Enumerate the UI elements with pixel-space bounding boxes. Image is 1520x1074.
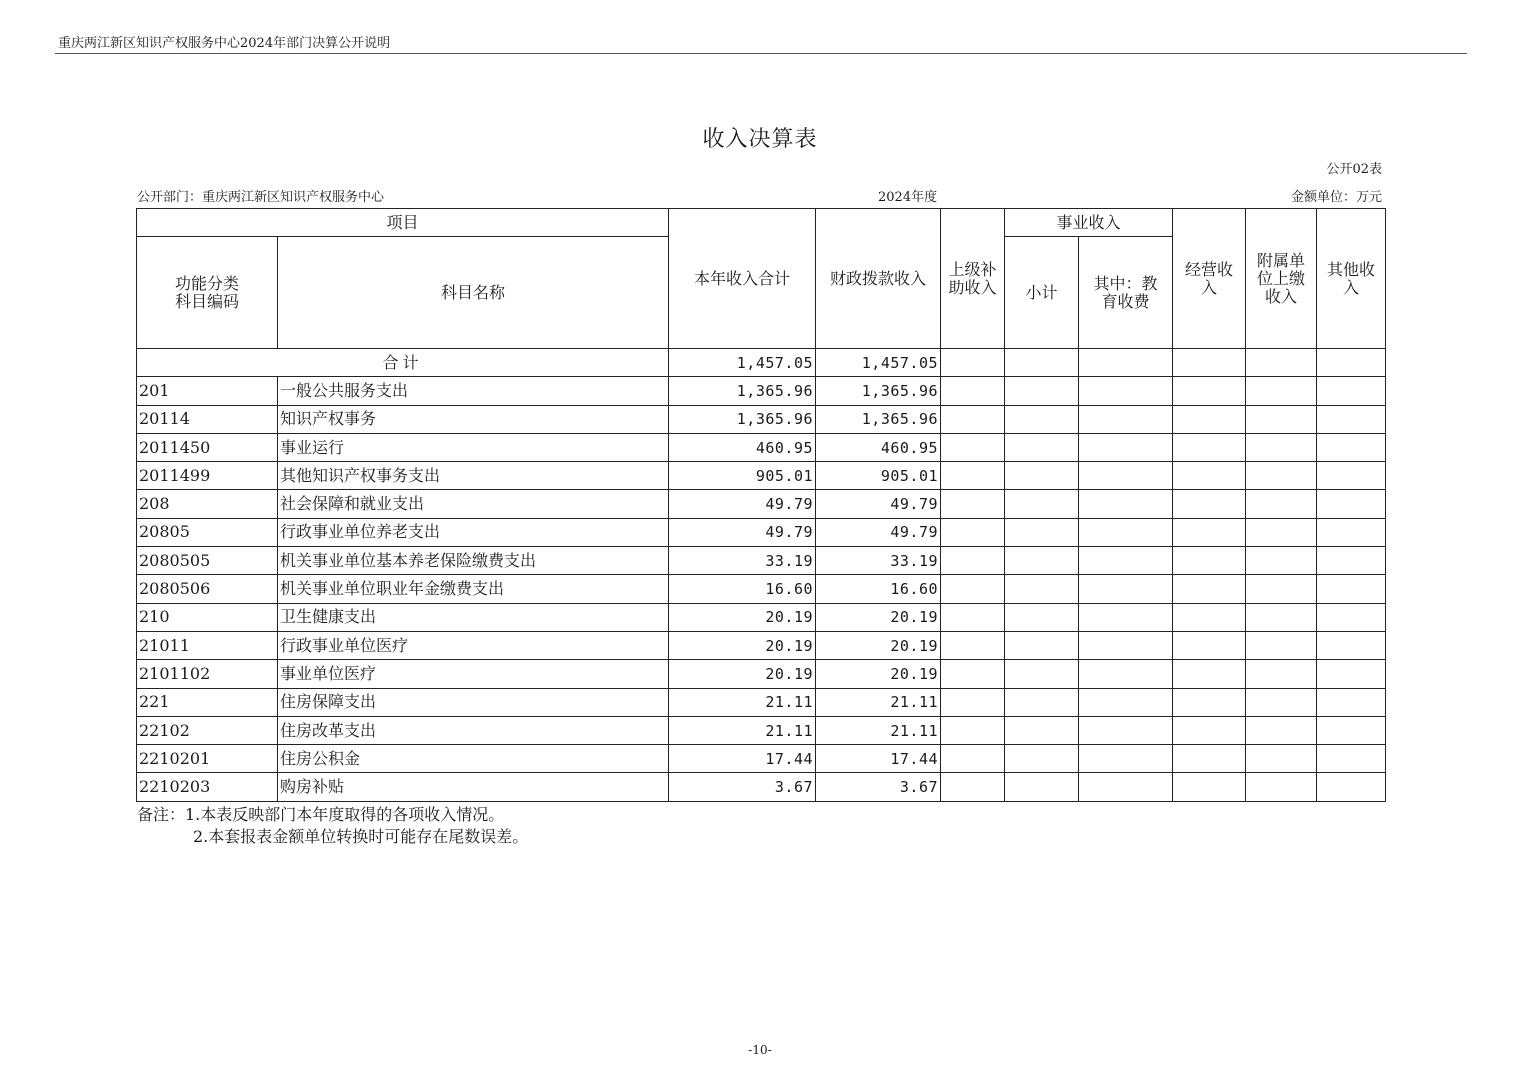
subject-name-cell: 住房改革支出 [278, 716, 669, 744]
empty-cell [1005, 405, 1079, 433]
header-other-income: 其他收 入 [1317, 209, 1386, 349]
subject-name-cell: 一般公共服务支出 [278, 377, 669, 405]
empty-cell [1246, 575, 1317, 603]
total-income-cell: 905.01 [669, 462, 816, 490]
fiscal-income-cell: 905.01 [816, 462, 941, 490]
empty-cell [1173, 575, 1246, 603]
func-code-cell: 2210201 [137, 745, 278, 773]
subject-name-cell: 住房公积金 [278, 745, 669, 773]
func-code-cell: 2101102 [137, 660, 278, 688]
empty-cell [1246, 745, 1317, 773]
func-code-cell: 2011450 [137, 433, 278, 461]
empty-cell [1005, 349, 1079, 377]
empty-cell [1173, 603, 1246, 631]
empty-cell [1079, 377, 1173, 405]
total-income-cell: 16.60 [669, 575, 816, 603]
total-income-cell: 49.79 [669, 518, 816, 546]
empty-cell [1317, 377, 1386, 405]
subject-name-cell: 其他知识产权事务支出 [278, 462, 669, 490]
empty-cell [1005, 490, 1079, 518]
table-row [137, 660, 1386, 688]
empty-cell [1079, 349, 1173, 377]
empty-cell [1005, 631, 1079, 659]
empty-cell [1317, 575, 1386, 603]
func-code-cell: 201 [137, 377, 278, 405]
empty-cell [941, 377, 1005, 405]
empty-cell [1317, 462, 1386, 490]
subject-name-cell: 社会保障和就业支出 [278, 490, 669, 518]
empty-cell [1317, 547, 1386, 575]
empty-cell [1173, 688, 1246, 716]
fiscal-income-cell: 49.79 [816, 518, 941, 546]
fiscal-year-label: 2024年度 [878, 190, 938, 205]
table-row [137, 405, 1386, 433]
table-row [137, 490, 1386, 518]
empty-cell [941, 349, 1005, 377]
amount-unit-label: 金额单位：万元 [1290, 190, 1382, 205]
note-line-2: 2.本套报表金额单位转换时可能存在尾数误差。 [193, 827, 529, 846]
empty-cell [1317, 773, 1386, 801]
total-income-cell: 460.95 [669, 433, 816, 461]
total-income-cell: 33.19 [669, 547, 816, 575]
table-row [137, 377, 1386, 405]
fiscal-income-cell: 49.79 [816, 490, 941, 518]
empty-cell [941, 688, 1005, 716]
empty-cell [1317, 688, 1386, 716]
subject-name-cell: 行政事业单位医疗 [278, 631, 669, 659]
subject-name-cell: 事业单位医疗 [278, 660, 669, 688]
header-subtotal: 小计 [1005, 237, 1079, 349]
fiscal-income-cell: 3.67 [816, 773, 941, 801]
empty-cell [1173, 405, 1246, 433]
empty-cell [941, 773, 1005, 801]
func-code-cell: 20114 [137, 405, 278, 433]
subject-name-cell: 卫生健康支出 [278, 603, 669, 631]
empty-cell [1246, 716, 1317, 744]
empty-cell [941, 433, 1005, 461]
empty-cell [1079, 433, 1173, 461]
total-income-cell: 1,365.96 [669, 405, 816, 433]
empty-cell [1317, 349, 1386, 377]
table-row [137, 773, 1386, 801]
empty-cell [1079, 716, 1173, 744]
header-education-fee: 其中：教 育收费 [1079, 237, 1173, 349]
func-code-cell: 210 [137, 603, 278, 631]
empty-cell [1246, 688, 1317, 716]
empty-cell [1005, 603, 1079, 631]
table-row [137, 688, 1386, 716]
empty-cell [1079, 405, 1173, 433]
empty-cell [941, 745, 1005, 773]
empty-cell [1317, 518, 1386, 546]
table-row [137, 462, 1386, 490]
empty-cell [1005, 660, 1079, 688]
empty-cell [1173, 433, 1246, 461]
table-row [137, 603, 1386, 631]
empty-cell [941, 660, 1005, 688]
total-income-cell: 17.44 [669, 745, 816, 773]
empty-cell [1317, 716, 1386, 744]
empty-cell [941, 603, 1005, 631]
department-label: 公开部门：重庆两江新区知识产权服务中心 [137, 190, 385, 205]
empty-cell [1317, 745, 1386, 773]
empty-cell [941, 462, 1005, 490]
empty-cell [1173, 716, 1246, 744]
total-income-value: 1,457.05 [669, 349, 816, 377]
total-income-cell: 20.19 [669, 603, 816, 631]
empty-cell [1173, 349, 1246, 377]
fiscal-income-cell: 21.11 [816, 688, 941, 716]
header-project: 项目 [137, 209, 669, 237]
empty-cell [1246, 631, 1317, 659]
empty-cell [1246, 518, 1317, 546]
table-row [137, 745, 1386, 773]
fiscal-income-cell: 17.44 [816, 745, 941, 773]
empty-cell [1079, 745, 1173, 773]
note-line-1: 备注：1.本表反映部门本年度取得的各项收入情况。 [137, 805, 505, 824]
empty-cell [1005, 377, 1079, 405]
empty-cell [1317, 490, 1386, 518]
func-code-cell: 21011 [137, 631, 278, 659]
empty-cell [1246, 405, 1317, 433]
total-income-cell: 20.19 [669, 660, 816, 688]
empty-cell [1246, 773, 1317, 801]
empty-cell [1173, 377, 1246, 405]
header-row-1 [137, 209, 1386, 237]
empty-cell [1173, 462, 1246, 490]
empty-cell [941, 716, 1005, 744]
empty-cell [1005, 518, 1079, 546]
header-operating-income: 经营收 入 [1173, 209, 1246, 349]
total-income-cell: 49.79 [669, 490, 816, 518]
empty-cell [1005, 575, 1079, 603]
empty-cell [1079, 518, 1173, 546]
form-code: 公开02表 [1326, 162, 1382, 177]
table-row [137, 547, 1386, 575]
table-row [137, 716, 1386, 744]
running-header: 重庆两江新区知识产权服务中心2024年部门决算公开说明 [58, 36, 391, 51]
empty-cell [1079, 575, 1173, 603]
empty-cell [1079, 490, 1173, 518]
header-total-income: 本年收入合计 [669, 209, 816, 349]
total-income-cell: 20.19 [669, 631, 816, 659]
func-code-cell: 208 [137, 490, 278, 518]
table-row [137, 575, 1386, 603]
fiscal-income-cell: 20.19 [816, 660, 941, 688]
total-label: 合计 [137, 349, 669, 377]
subject-name-cell: 行政事业单位养老支出 [278, 518, 669, 546]
header-rule [55, 53, 1467, 54]
empty-cell [1173, 518, 1246, 546]
total-income-cell: 1,365.96 [669, 377, 816, 405]
income-report-table [136, 208, 1386, 802]
header-subject-name: 科目名称 [278, 237, 669, 349]
total-row [137, 349, 1386, 377]
fiscal-income-cell: 460.95 [816, 433, 941, 461]
func-code-cell: 2080505 [137, 547, 278, 575]
fiscal-income-cell: 33.19 [816, 547, 941, 575]
empty-cell [941, 575, 1005, 603]
empty-cell [1173, 631, 1246, 659]
empty-cell [1246, 547, 1317, 575]
empty-cell [941, 405, 1005, 433]
empty-cell [1317, 603, 1386, 631]
empty-cell [1005, 688, 1079, 716]
total-income-cell: 21.11 [669, 688, 816, 716]
header-func-code: 功能分类 科目编码 [137, 237, 278, 349]
empty-cell [1079, 631, 1173, 659]
total-income-cell: 21.11 [669, 716, 816, 744]
total-fiscal-value: 1,457.05 [816, 349, 941, 377]
empty-cell [1246, 462, 1317, 490]
total-income-cell: 3.67 [669, 773, 816, 801]
empty-cell [941, 631, 1005, 659]
fiscal-income-cell: 1,365.96 [816, 405, 941, 433]
empty-cell [1005, 462, 1079, 490]
empty-cell [1005, 745, 1079, 773]
empty-cell [1246, 349, 1317, 377]
header-superior-subsidy: 上级补 助收入 [941, 209, 1005, 349]
empty-cell [1173, 745, 1246, 773]
empty-cell [1079, 547, 1173, 575]
notes [137, 804, 528, 848]
fiscal-income-cell: 21.11 [816, 716, 941, 744]
empty-cell [1246, 603, 1317, 631]
document-title: 收入决算表 [702, 127, 818, 152]
empty-cell [1173, 490, 1246, 518]
fiscal-income-cell: 1,365.96 [816, 377, 941, 405]
empty-cell [1079, 603, 1173, 631]
fiscal-income-cell: 16.60 [816, 575, 941, 603]
empty-cell [1317, 660, 1386, 688]
empty-cell [1173, 660, 1246, 688]
empty-cell [1246, 660, 1317, 688]
empty-cell [1246, 433, 1317, 461]
table-row [137, 631, 1386, 659]
subject-name-cell: 事业运行 [278, 433, 669, 461]
table-row [137, 518, 1386, 546]
header-affiliated-income: 附属单 位上缴 收入 [1246, 209, 1317, 349]
subject-name-cell: 购房补贴 [278, 773, 669, 801]
empty-cell [1173, 547, 1246, 575]
empty-cell [1317, 631, 1386, 659]
empty-cell [941, 547, 1005, 575]
empty-cell [1079, 660, 1173, 688]
empty-cell [1173, 773, 1246, 801]
empty-cell [941, 518, 1005, 546]
func-code-cell: 2011499 [137, 462, 278, 490]
func-code-cell: 2080506 [137, 575, 278, 603]
fiscal-income-cell: 20.19 [816, 631, 941, 659]
table-row [137, 433, 1386, 461]
empty-cell [1317, 433, 1386, 461]
empty-cell [1079, 462, 1173, 490]
subject-name-cell: 知识产权事务 [278, 405, 669, 433]
empty-cell [1079, 773, 1173, 801]
header-fiscal-income: 财政拨款收入 [816, 209, 941, 349]
func-code-cell: 2210203 [137, 773, 278, 801]
empty-cell [1005, 716, 1079, 744]
page-number: -10- [748, 1043, 772, 1057]
subject-name-cell: 机关事业单位基本养老保险缴费支出 [278, 547, 669, 575]
subject-name-cell: 住房保障支出 [278, 688, 669, 716]
func-code-cell: 22102 [137, 716, 278, 744]
func-code-cell: 221 [137, 688, 278, 716]
empty-cell [941, 490, 1005, 518]
empty-cell [1246, 377, 1317, 405]
header-business-income: 事业收入 [1005, 209, 1173, 237]
empty-cell [1005, 433, 1079, 461]
empty-cell [1005, 547, 1079, 575]
empty-cell [1005, 773, 1079, 801]
subject-name-cell: 机关事业单位职业年金缴费支出 [278, 575, 669, 603]
func-code-cell: 20805 [137, 518, 278, 546]
empty-cell [1079, 688, 1173, 716]
empty-cell [1246, 490, 1317, 518]
empty-cell [1317, 405, 1386, 433]
fiscal-income-cell: 20.19 [816, 603, 941, 631]
